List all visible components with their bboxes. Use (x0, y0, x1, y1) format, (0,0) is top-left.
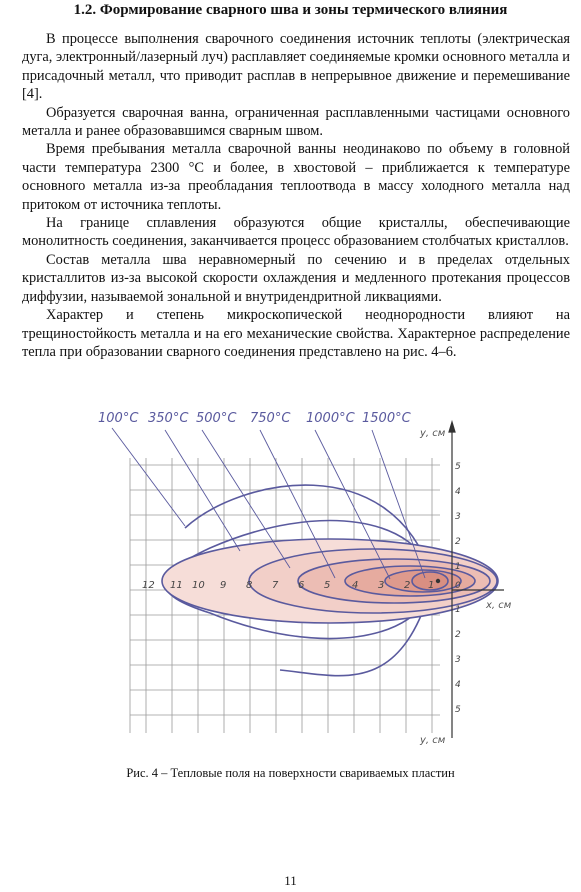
x-tick: 8 (246, 580, 253, 591)
x-tick: 9 (220, 580, 227, 591)
isotherm-label: 100°С (98, 411, 139, 426)
x-tick: 1 (428, 580, 435, 591)
y-tick: 1 (455, 605, 461, 615)
heat-source-point (436, 579, 440, 583)
y-axis-label-top: у, см (420, 428, 446, 439)
y-tick: 4 (455, 680, 461, 690)
isotherm-label: 1000°С (306, 411, 355, 426)
x-tick: 11 (170, 580, 183, 591)
y-tick: 5 (455, 462, 461, 472)
x-tick: 7 (272, 580, 279, 591)
y-tick: 3 (455, 655, 461, 665)
x-tick: 4 (352, 580, 359, 591)
x-tick: 6 (298, 580, 305, 591)
x-tick: 12 (142, 580, 155, 591)
paragraph: Время пребывания металла сварочной ванны неодинаково по объему в головной части температура 2300 °С и более, в хвостовой – приближается к температуре основного металла из-за преобладания теплоотвода в массу холодного металла над притоком от источника теплоты. (22, 141, 570, 213)
x-tick: 10 (192, 580, 205, 591)
y-tick: 4 (455, 487, 461, 497)
y-tick: 1 (455, 562, 461, 572)
isotherm-label: 500°С (196, 411, 237, 426)
paragraph: В процессе выполнения сварочного соединения источник теплоты (электрическая дуга, электронный/лазерный луч) расплавляет соединяемые кромки основного металла и присадочный металл, что приводит расплав в непрерывное движение и перемешивание [4]. (22, 31, 570, 103)
section-heading: 1.2. Формирование сварного шва и зоны термического влияния (73, 2, 508, 18)
thermal-field-diagram (90, 408, 530, 748)
x-tick: 5 (324, 580, 331, 591)
isotherm-label: 350°С (148, 411, 189, 426)
page-number: 11 (284, 873, 297, 888)
paragraph: На границе сплавления образуются общие кристаллы, обеспечивающие монолитность соединения, заканчивается процесс образованием столбчатых кристаллов. (22, 215, 570, 250)
isotherm-label: 750°С (250, 411, 291, 426)
paragraph: Состав металла шва неравномерный по сечению и в пределах отдельных кристаллитов из-за высокой скорости охлаждения и медленного протекания процессов диффузии, называемой зональной и внутридендритной ликвациями. (22, 251, 570, 305)
y-axis-label-bottom: у, см (420, 735, 446, 746)
thermal-field-figure (90, 408, 530, 748)
y-tick: 2 (455, 537, 461, 547)
body-text (22, 30, 570, 361)
y-tick: 5 (455, 705, 461, 715)
paragraph: Образуется сварочная ванна, ограниченная расплавленными частицами основного металла и ранее образовавшимся сварным швом. (22, 104, 570, 140)
isotherm-label: 1500°С (362, 411, 411, 426)
x-tick: 3 (378, 580, 385, 591)
y-tick: 2 (455, 630, 461, 640)
paragraph: Характер и степень микроскопической неоднородности влияют на трещиностойкость металла и на его механические свойства. Характерное распределение тепла при образовании сварного соединения представлено на рис. 4–6. (22, 307, 570, 360)
x-tick: 2 (404, 580, 411, 591)
figure-caption: Рис. 4 – Тепловые поля на поверхности свариваемых пластин (126, 766, 455, 780)
x-axis-label: х, см (486, 600, 512, 611)
y-tick: 3 (455, 512, 461, 522)
y-tick: 0 (455, 581, 461, 591)
